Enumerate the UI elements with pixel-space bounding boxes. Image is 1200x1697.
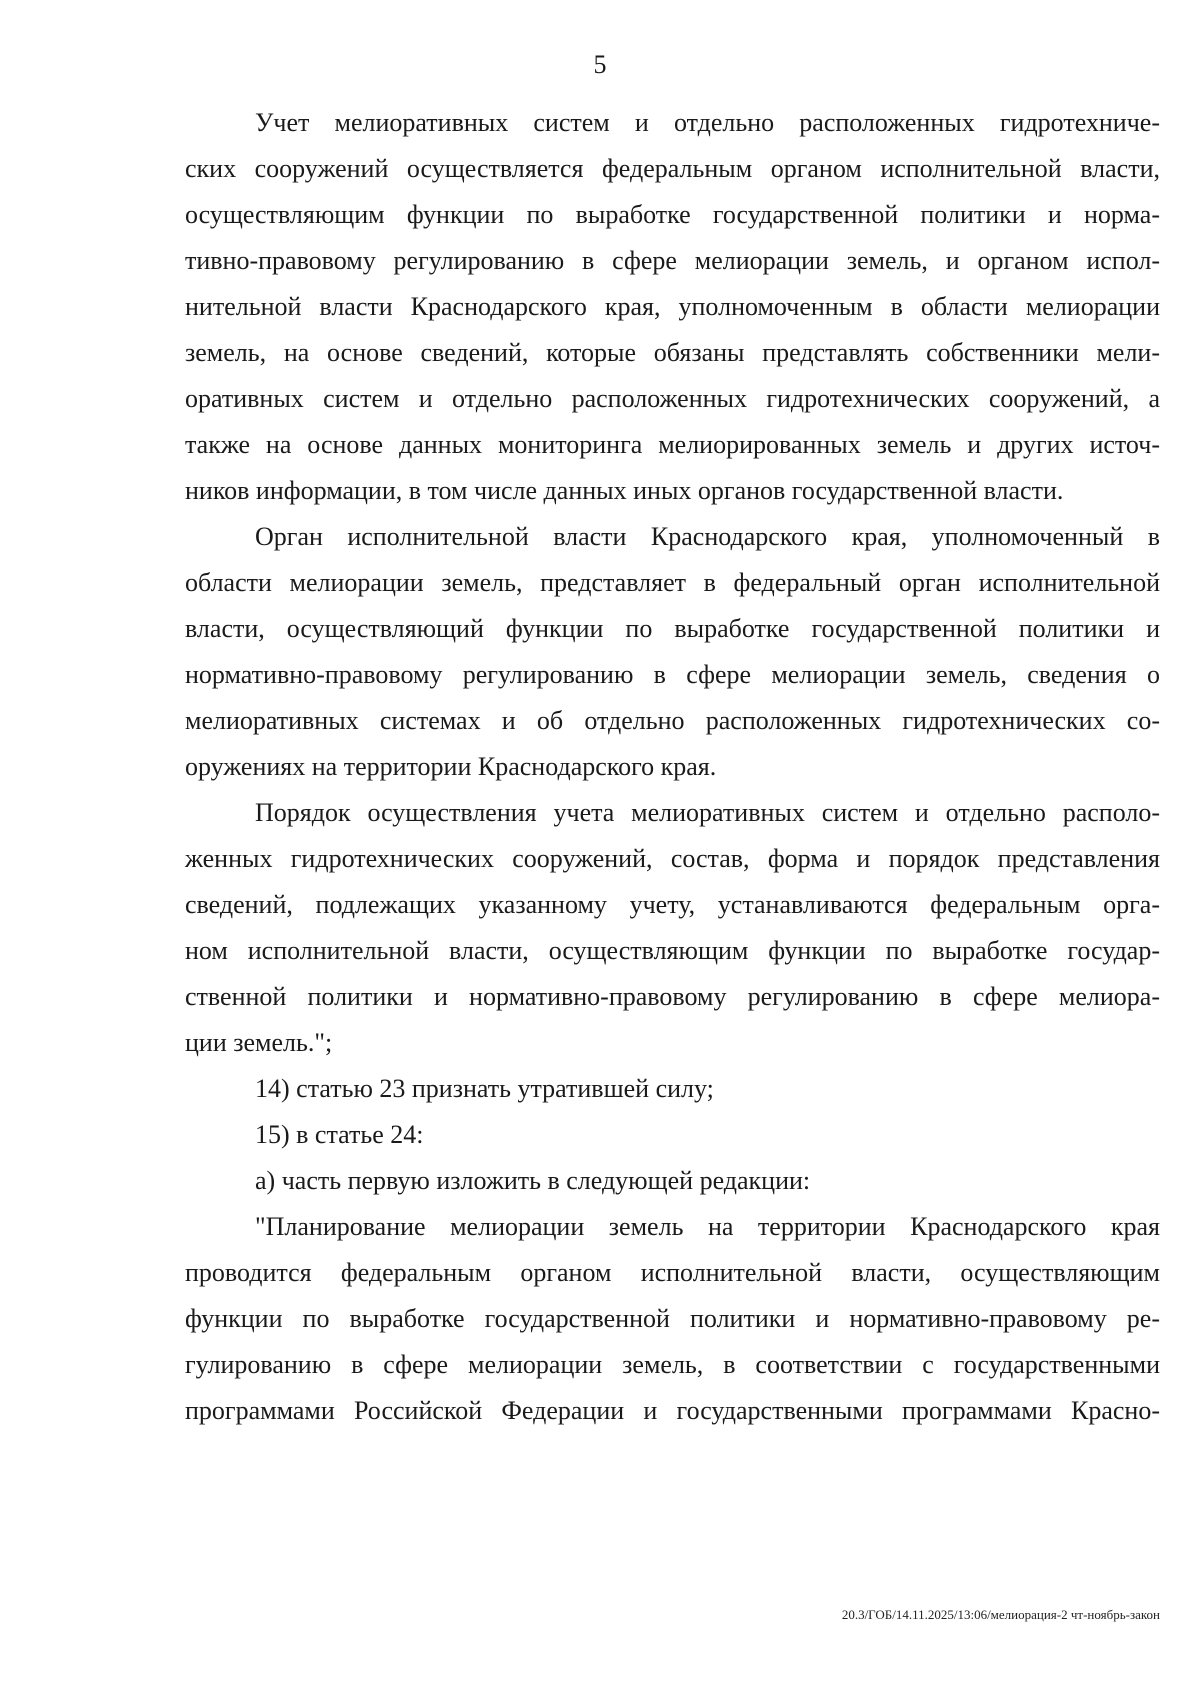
text-line: а) часть первую изложить в следующей редакции:	[255, 1166, 811, 1195]
text-line: мелиоративных системах и об отдельно расположенных гидротехнических со-	[185, 706, 1160, 735]
text-line: нормативно-правовому регулированию в сфере мелиорации земель, сведения о	[185, 660, 1160, 689]
text-line: женных гидротехнических сооружений, состав, форма и порядок представления	[185, 844, 1160, 873]
text-line: 15) в статье 24:	[255, 1120, 424, 1149]
text-line: оративных систем и отдельно расположенных гидротехнических сооружений, а	[185, 384, 1160, 413]
text-line: области мелиорации земель, представляет в федеральный орган исполнительной	[185, 568, 1160, 597]
text-line: власти, осуществляющий функции по выработке государственной политики и	[185, 614, 1160, 643]
text-line: 14) статью 23 признать утратившей силу;	[255, 1074, 714, 1103]
text-line: программами Российской Федерации и государственными программами Красно-	[185, 1396, 1160, 1425]
text-line: ном исполнительной власти, осуществляющим функции по выработке государ-	[185, 936, 1160, 965]
text-line: земель, на основе сведений, которые обязаны представлять собственники мели-	[185, 338, 1160, 367]
text-line: "Планирование мелиорации земель на территории Краснодарского края	[255, 1212, 1160, 1241]
text-line: ственной политики и нормативно-правовому регулированию в сфере мелиора-	[185, 982, 1160, 1011]
text-line: оружениях на территории Краснодарского края.	[185, 752, 717, 781]
text-line: Орган исполнительной власти Краснодарского края, уполномоченный в	[255, 522, 1160, 551]
document-footer: 20.3/ГОБ/14.11.2025/13:06/мелиорация-2 чт-ноябрь-закон	[841, 1607, 1160, 1622]
text-line: ников информации, в том числе данных иных органов государственной власти.	[185, 476, 1064, 505]
text-line: ции земель.";	[185, 1028, 333, 1057]
text-line: Порядок осуществления учета мелиоративных систем и отдельно располо-	[255, 798, 1160, 827]
text-line: Учет мелиоративных систем и отдельно расположенных гидротехниче-	[255, 108, 1160, 137]
text-line: нительной власти Краснодарского края, уполномоченным в области мелиорации	[185, 292, 1160, 321]
text-line: также на основе данных мониторинга мелиорированных земель и других источ-	[185, 430, 1160, 459]
text-line: сведений, подлежащих указанному учету, устанавливаются федеральным орга-	[185, 890, 1160, 919]
text-line: гулированию в сфере мелиорации земель, в соответствии с государственными	[185, 1350, 1160, 1379]
text-line: тивно-правовому регулированию в сфере мелиорации земель, и органом испол-	[185, 246, 1160, 275]
text-line: функции по выработке государственной политики и нормативно-правовому ре-	[185, 1304, 1160, 1333]
text-line: ских сооружений осуществляется федеральным органом исполнительной власти,	[185, 154, 1160, 183]
text-line: осуществляющим функции по выработке государственной политики и норма-	[185, 200, 1160, 229]
text-line: проводится федеральным органом исполнительной власти, осуществляющим	[185, 1258, 1160, 1287]
page-number: 5	[593, 50, 607, 79]
